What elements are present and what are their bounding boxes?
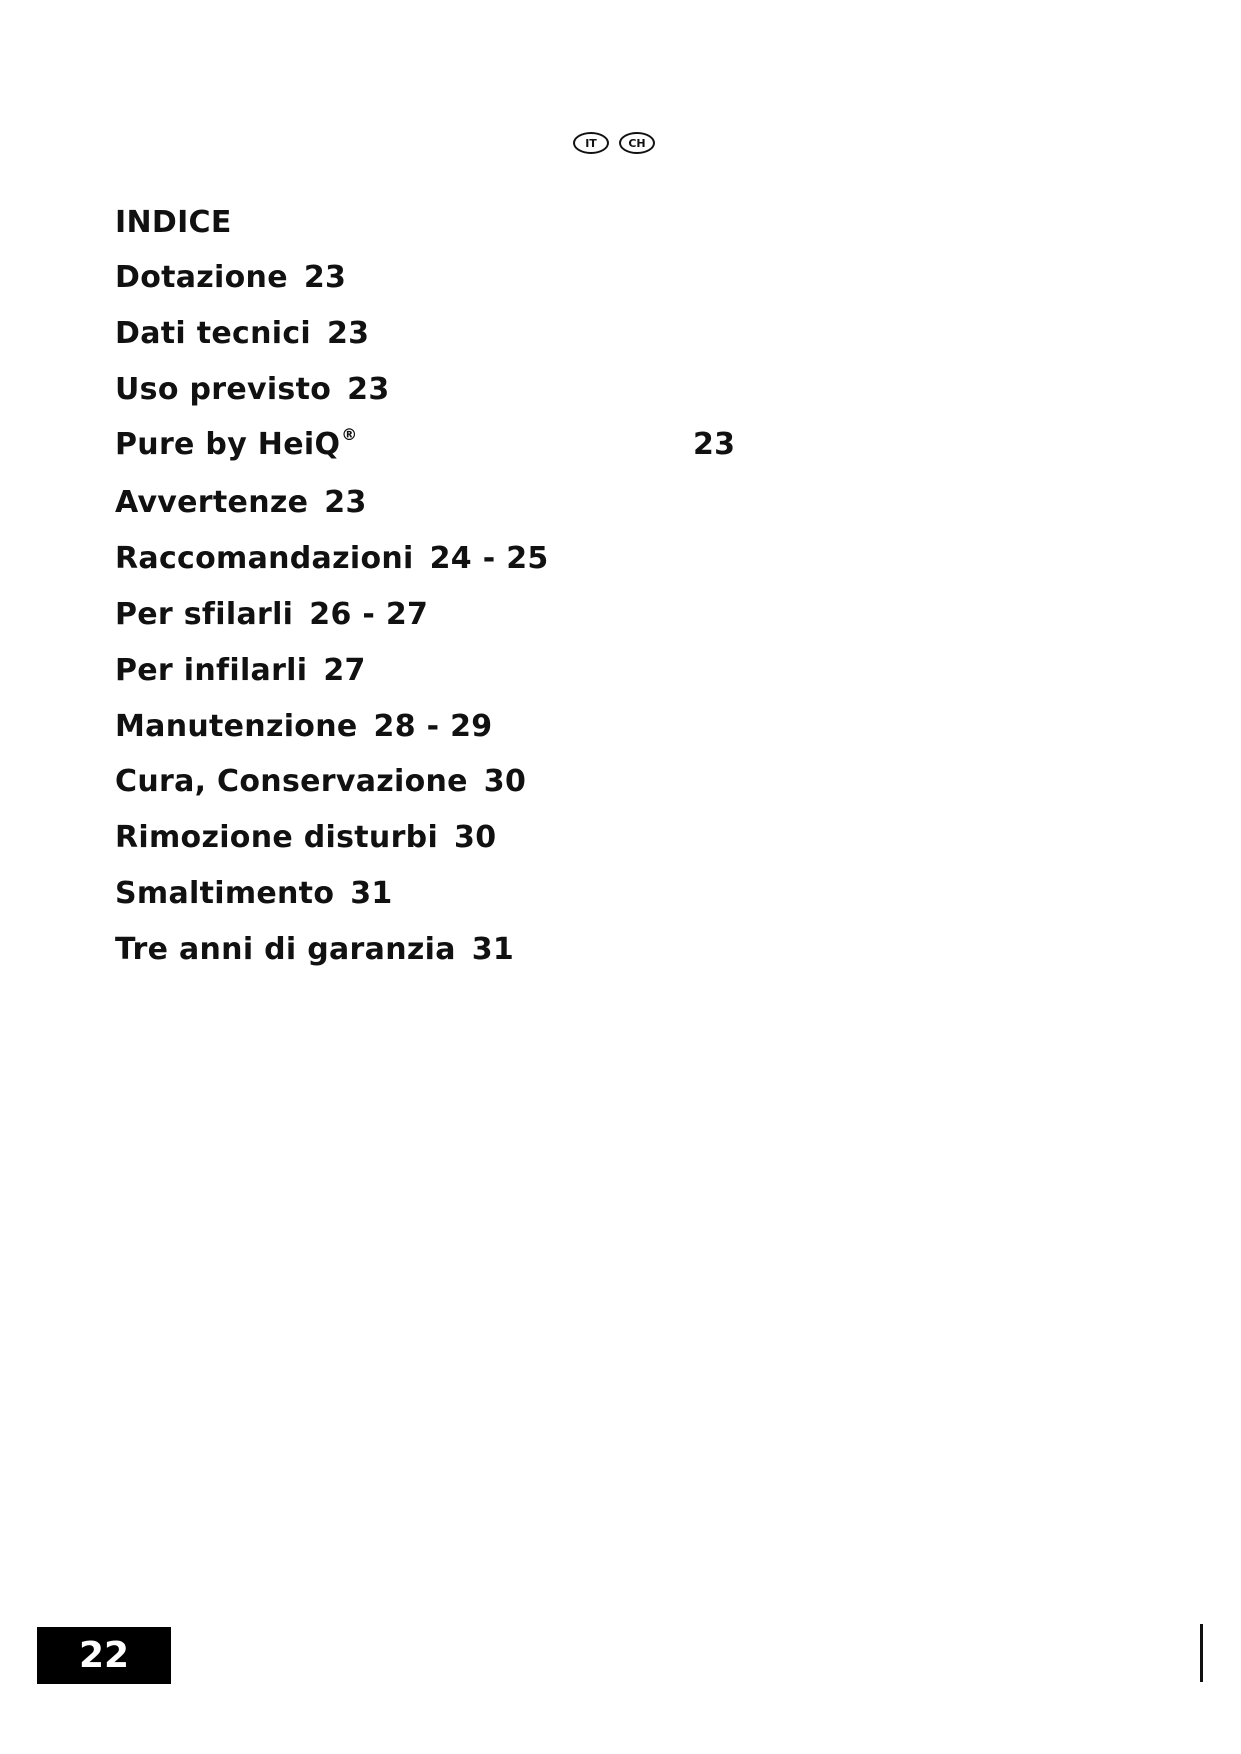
toc-item-title: Pure by HeiQ (115, 427, 341, 463)
toc-item (115, 653, 549, 709)
toc-item-page: 23 (324, 485, 367, 521)
toc-item-page: 30 (483, 764, 527, 800)
toc-item (115, 764, 549, 820)
toc-item-title: Avvertenze (115, 485, 309, 521)
toc-item-title: Manutenzione (115, 708, 358, 744)
toc-item-title: Dati tecnici (115, 315, 311, 351)
registered-trademark-mark: ® (341, 425, 358, 445)
toc-item-title: Per sfilarli (115, 596, 294, 632)
toc-item-title: Tre anni di garanzia (115, 931, 456, 967)
page-number: 22 (78, 1635, 130, 1676)
toc-item-page: 26 - 27 (309, 596, 429, 632)
toc-item-page: 28 - 29 (373, 708, 493, 744)
toc-item-title: Raccomandazioni (115, 541, 414, 577)
toc-item-title: Uso previsto (115, 371, 332, 407)
toc-item-title: Dotazione (115, 260, 288, 295)
toc-item-page: 24 - 25 (429, 541, 549, 577)
table-of-contents (115, 260, 736, 988)
toc-item (115, 932, 549, 988)
language-badge-ch: CH (619, 132, 655, 154)
edge-marker-line (1200, 1624, 1203, 1682)
toc-item-page: 23 (693, 427, 736, 463)
toc-heading: INDICE (115, 205, 232, 240)
toc-item (115, 709, 549, 765)
toc-item-page: 27 (323, 652, 366, 688)
page-number-badge (37, 1627, 171, 1684)
toc-item (115, 316, 549, 372)
toc-item (115, 425, 736, 485)
toc-item-title: Rimozione disturbi (115, 820, 439, 856)
toc-item (115, 541, 549, 597)
toc-item-page: 23 (303, 260, 347, 295)
toc-item-title: Smaltimento (115, 875, 335, 911)
toc-item-page: 23 (327, 315, 370, 351)
toc-item-page: 31 (471, 931, 515, 967)
toc-item-title: Cura, Conservazione (115, 764, 468, 800)
toc-item-page: 30 (454, 820, 497, 856)
toc-item-page: 23 (347, 371, 390, 407)
toc-item (115, 372, 549, 428)
language-badges (573, 132, 655, 154)
toc-item-page: 31 (350, 875, 393, 911)
toc-item (115, 485, 549, 541)
toc-item (115, 820, 549, 876)
language-badge-it: IT (573, 132, 609, 154)
toc-item (115, 876, 549, 932)
toc-item (115, 260, 549, 316)
toc-item-title: Per infilarli (115, 652, 308, 688)
toc-item (115, 597, 549, 653)
